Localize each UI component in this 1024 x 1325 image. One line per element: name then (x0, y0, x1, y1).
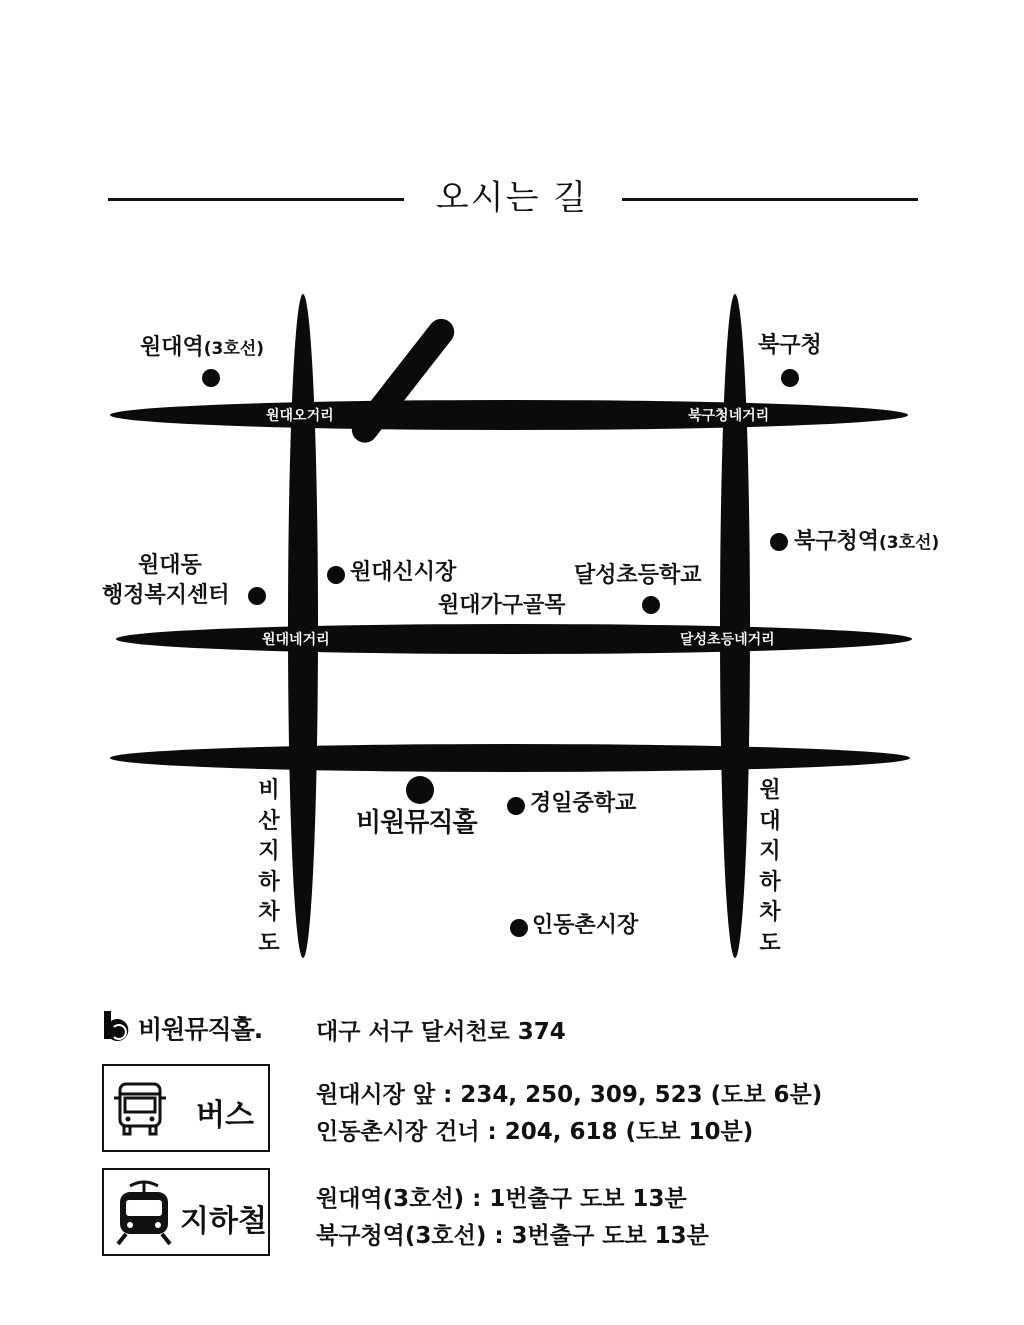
bus-box (102, 1064, 270, 1152)
road-label-wondae-ogeori: 원대오거리 (266, 408, 334, 424)
place-gyeongil-school: 경일중학교 (530, 791, 637, 816)
underpass-label-wondae: 원 대 지 하 차 도 (759, 778, 781, 956)
marker-wondae-station (202, 369, 220, 387)
page-title: 오시는 길 (435, 178, 589, 218)
place-wondae-dong-2: 행정복지센터 (102, 583, 230, 608)
place-dalseong-school: 달성초등학교 (574, 563, 702, 588)
bus-route-2: 인동촌시장 건너 : 204, 618 (도보 10분) (316, 1119, 754, 1145)
subway-box (102, 1168, 270, 1256)
subway-route-1: 원대역(3호선) : 1번출구 도보 13분 (316, 1186, 687, 1212)
bus-icon (110, 1080, 170, 1140)
address: 대구 서구 달서천로 374 (316, 1019, 566, 1045)
place-indong-market: 인동촌시장 (532, 913, 639, 938)
place-wondae-market: 원대신시장 (350, 560, 457, 585)
place-wondae-station: 원대역(3호선) (140, 335, 264, 360)
marker-wondae-dong (248, 587, 266, 605)
logo-b-icon (102, 1009, 136, 1043)
subway-train-icon (114, 1178, 174, 1248)
place-wondae-dong-1: 원대동 (138, 553, 202, 578)
underpass-label-bisan: 비 산 지 하 차 도 (258, 778, 280, 956)
logo-text: 비원뮤직홀. (138, 1015, 263, 1044)
place-bukgu-office: 북구청 (758, 333, 822, 358)
marker-wondae-market (327, 566, 345, 584)
road-label-dalseong-negeori: 달성초등네거리 (680, 632, 775, 648)
subway-route-2: 북구청역(3호선) : 3번출구 도보 13분 (316, 1223, 709, 1249)
road-horizontal-bottom (110, 744, 910, 772)
marker-venue (406, 776, 434, 804)
bus-route-1: 원대시장 앞 : 234, 250, 309, 523 (도보 6분) (316, 1082, 823, 1108)
place-furniture-alley: 원대가구골목 (438, 593, 566, 618)
marker-dalseong-school (642, 596, 660, 614)
marker-gyeongil-school (507, 797, 525, 815)
marker-bukgu-station (770, 533, 788, 551)
road-label-wondae-negeori: 원대네거리 (262, 632, 330, 648)
road-label-bukgu-negeori: 북구청네거리 (688, 408, 770, 424)
bus-label: 버스 (196, 1098, 254, 1133)
place-bukgu-station: 북구청역(3호선) (794, 529, 940, 554)
road-horizontal-top (110, 400, 908, 430)
place-venue: 비원뮤직홀 (356, 808, 477, 838)
subway-label: 지하철 (180, 1204, 267, 1239)
marker-indong-market (510, 919, 528, 937)
road-horizontal-middle (116, 624, 912, 654)
marker-bukgu-office (781, 369, 799, 387)
